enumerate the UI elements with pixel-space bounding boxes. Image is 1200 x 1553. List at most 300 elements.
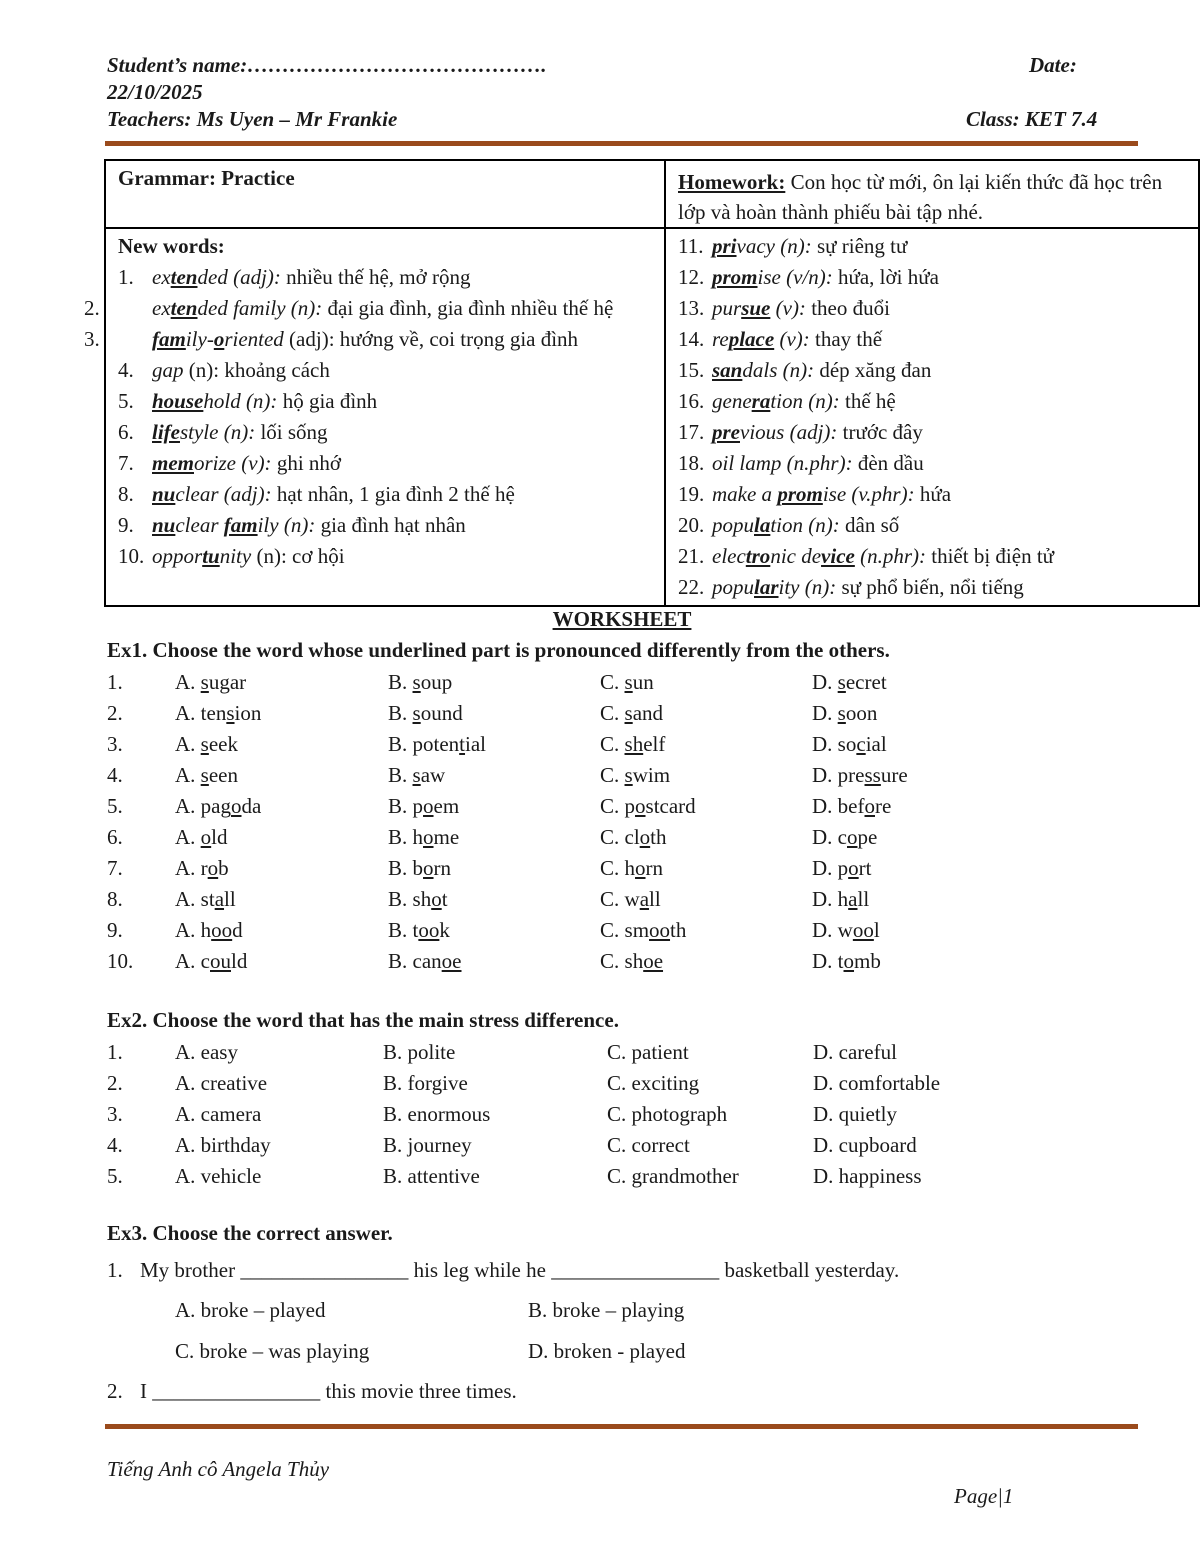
vocab-number: 21.	[678, 544, 705, 568]
ex1-option-d[interactable]	[812, 763, 908, 788]
ex2-number: 1.	[107, 1040, 123, 1064]
page-number: Page|1	[954, 1484, 1014, 1508]
ex2-option-a[interactable]: A. vehicle	[175, 1164, 262, 1188]
vocab-number: 14.	[678, 327, 705, 351]
ex2-option-d[interactable]: D. careful	[813, 1040, 897, 1064]
ex1-option-b[interactable]	[388, 732, 486, 757]
ex1-option-b[interactable]	[388, 701, 463, 726]
homework-text: Con học từ mới, ôn lại kiến thức đã học trên lớp và hoàn thành phiếu bài tập nhé.	[678, 170, 1163, 224]
vocab-meaning: đèn dầu	[852, 451, 924, 475]
option-letter: B.	[388, 825, 413, 849]
option-word-part: t	[412, 918, 419, 942]
vocab-term-part: ily (n):	[257, 513, 316, 537]
ex2-option-c[interactable]: C. exciting	[607, 1071, 700, 1095]
ex1-option-c[interactable]	[600, 918, 686, 943]
option-underlined-part: s	[200, 670, 209, 694]
ex2-number: 5.	[107, 1164, 123, 1188]
option-word-part: l	[873, 918, 880, 942]
vocab-stress: pri	[712, 234, 737, 258]
option-word-part: d	[232, 918, 243, 942]
option-word-part: bef	[837, 794, 865, 818]
option-word-part: pag	[200, 794, 231, 818]
vocab-term-part: ity (n):	[778, 575, 837, 599]
vocab-stress: ten	[170, 265, 198, 289]
vocab-number: 7.	[118, 451, 134, 475]
option-word-part: h	[624, 856, 636, 880]
vocab-term	[712, 389, 840, 413]
vocab-stress: pre	[712, 420, 740, 444]
ex3-q1-number: 1.	[107, 1258, 123, 1282]
ex1-option-a[interactable]	[175, 670, 246, 695]
vocab-term	[712, 451, 853, 475]
option-word-part: b	[412, 856, 424, 880]
ex1-option-d[interactable]	[812, 794, 891, 819]
ex2-option-a[interactable]: A. camera	[175, 1102, 262, 1126]
vocab-term	[712, 296, 806, 320]
vocab-right-item	[678, 510, 1186, 541]
option-underlined-part: oo	[852, 918, 874, 942]
vocab-number: 13.	[678, 296, 705, 320]
option-underlined-part: s	[412, 701, 421, 725]
header-rule	[105, 141, 1138, 146]
vocab-number: 19.	[678, 482, 705, 506]
vocab-term-part: tion (n):	[770, 513, 840, 537]
vocab-meaning: đại gia đình, gia đình nhiều thế hệ	[322, 296, 614, 320]
option-word-part: eek	[208, 732, 239, 756]
worksheet-title: WORKSHEET	[552, 607, 692, 631]
vocab-term	[712, 358, 814, 382]
option-letter: C.	[600, 887, 625, 911]
option-underlined-part: s	[200, 763, 209, 787]
option-underlined-part: ou	[210, 949, 231, 973]
ex2-option-d[interactable]: D. happiness	[813, 1164, 922, 1188]
vocab-left-item	[118, 355, 652, 386]
option-word-part: rt	[858, 856, 872, 880]
vocab-term	[712, 234, 812, 258]
vocab-term	[712, 544, 926, 568]
option-word-part: ll	[857, 887, 870, 911]
option-underlined-part: c	[856, 732, 866, 756]
vocab-right-item	[678, 355, 1186, 386]
vocab-term-part: ded family (n):	[197, 296, 323, 320]
option-word-part: k	[439, 918, 450, 942]
ex1-option-c[interactable]	[600, 670, 654, 695]
option-underlined-part: o	[200, 825, 212, 849]
ex1-option-c[interactable]	[600, 763, 670, 788]
option-underlined-part: a	[214, 887, 225, 911]
vocab-stress: san	[712, 358, 743, 382]
ex1-number: 2.	[107, 701, 123, 725]
option-letter: B.	[388, 670, 413, 694]
option-word-part: h	[200, 918, 212, 942]
ex2-number: 4.	[107, 1133, 123, 1157]
option-word-part: oup	[420, 670, 453, 694]
vocab-term-part: popu	[712, 575, 754, 599]
option-word-part: ll	[649, 887, 661, 911]
vocab-left-item	[118, 417, 652, 448]
vocab-left-item	[118, 386, 652, 417]
option-word-part: stcard	[645, 794, 696, 818]
option-word-part: p	[412, 794, 424, 818]
option-letter: C.	[600, 825, 625, 849]
vocab-number: 5.	[118, 389, 134, 413]
vocab-stress: sue	[741, 296, 771, 320]
option-word-part: t	[441, 887, 448, 911]
option-word-part: w	[837, 918, 853, 942]
vocab-term	[152, 482, 272, 506]
vocab-term	[152, 358, 184, 382]
vocab-stress: fam	[223, 513, 258, 537]
vocab-term-part: tion (n):	[770, 389, 840, 413]
footer-author: Tiếng Anh cô Angela Thủy	[107, 1457, 330, 1481]
option-underlined-part: o	[423, 825, 434, 849]
vocab-term-part: gene	[712, 389, 752, 413]
vocab-meaning: (n): khoảng cách	[183, 358, 330, 382]
ex2-option-a[interactable]: A. easy	[175, 1040, 238, 1064]
vocab-term-part: clear (adj):	[175, 482, 272, 506]
option-word-part: ound	[420, 701, 463, 725]
ex3-q1-text: My brother ________________ his leg while he ________________ basketball yesterday.	[140, 1258, 900, 1282]
ex2-option-c[interactable]: C. patient	[607, 1040, 689, 1064]
vocab-right-item	[678, 262, 1186, 293]
option-underlined-part: s	[226, 701, 235, 725]
vocab-right-cell	[665, 228, 1199, 606]
vocab-term-part: ded (adj):	[197, 265, 281, 289]
homework-label: Homework:	[678, 170, 786, 194]
option-underlined-part: o	[635, 794, 646, 818]
vocab-term	[152, 296, 322, 320]
option-word-part: wim	[632, 763, 671, 787]
option-underlined-part: s	[412, 670, 421, 694]
option-letter: A.	[175, 949, 201, 973]
option-underlined-part: oe	[643, 949, 664, 973]
ex1-option-b[interactable]	[388, 918, 450, 943]
vocab-right-item	[678, 231, 1186, 262]
vocab-stress: lar	[754, 575, 779, 599]
ex1-option-d[interactable]	[812, 732, 887, 757]
option-word-part: p	[624, 794, 636, 818]
vocab-meaning: ghi nhớ	[271, 451, 342, 475]
vocab-number: 17.	[678, 420, 705, 444]
option-underlined-part: o	[635, 856, 646, 880]
ex3-q2-number: 2.	[107, 1379, 123, 1403]
vocab-stress: nu	[152, 513, 176, 537]
option-underlined-part: ss	[864, 763, 881, 787]
ex1-number: 9.	[107, 918, 123, 942]
option-word-part: da	[241, 794, 262, 818]
vocab-term-part: vious (adj):	[740, 420, 838, 444]
ex3-q2-text: I ________________ this movie three times.	[140, 1379, 517, 1403]
vocab-left-item	[118, 262, 652, 293]
ex1-option-c[interactable]	[600, 794, 696, 819]
option-word-part: ugar	[208, 670, 247, 694]
vocab-number: 6.	[118, 420, 134, 444]
option-letter: A.	[175, 825, 201, 849]
option-letter: D.	[812, 887, 838, 911]
vocab-term	[152, 327, 284, 351]
option-underlined-part: o	[431, 887, 442, 911]
option-letter: A.	[175, 794, 201, 818]
option-letter: A.	[175, 732, 201, 756]
vocab-term-part: dals (n):	[742, 358, 815, 382]
ex1-option-c[interactable]	[600, 701, 663, 726]
vocab-term	[152, 451, 272, 475]
option-word-part: ial	[465, 732, 487, 756]
vocab-term-part: pur	[712, 296, 742, 320]
option-letter: C.	[600, 856, 625, 880]
ex1-number: 7.	[107, 856, 123, 880]
vocab-left-cell	[84, 228, 665, 606]
option-letter: A.	[175, 701, 201, 725]
vocab-right-item	[678, 324, 1186, 355]
option-underlined-part: oe	[441, 949, 462, 973]
ex2-option-b[interactable]: B. polite	[383, 1040, 456, 1064]
vocab-left-item	[84, 293, 652, 324]
ex2-title: Ex2. Choose the word that has the main stress difference.	[107, 1008, 619, 1032]
vocab-stress: ra	[751, 389, 771, 413]
vocab-stress: la	[754, 513, 771, 537]
vocab-stress: prom	[712, 265, 758, 289]
option-word-part: rn	[433, 856, 452, 880]
option-underlined-part: s	[624, 701, 633, 725]
ex2-option-b[interactable]: B. attentive	[383, 1164, 480, 1188]
vocab-term-part: nity	[219, 544, 252, 568]
vocab-number: 12.	[678, 265, 705, 289]
vocab-number: 16.	[678, 389, 705, 413]
vocab-number: 11.	[678, 234, 704, 258]
option-letter: D.	[812, 732, 838, 756]
vocab-term-part: ily-	[185, 327, 214, 351]
ex2-option-d[interactable]: D. comfortable	[813, 1071, 941, 1095]
vocab-meaning: trước đây	[837, 420, 923, 444]
option-word-part: een	[208, 763, 239, 787]
ex3-q1-option-b[interactable]: B. broke – playing	[528, 1298, 685, 1322]
option-word-part: r	[200, 856, 208, 880]
option-underlined-part: o	[423, 856, 434, 880]
ex2-option-a[interactable]: A. creative	[175, 1071, 268, 1095]
vocab-number: 22.	[678, 575, 705, 599]
ex1-option-b[interactable]	[388, 949, 462, 974]
ex1-option-a[interactable]	[175, 825, 228, 850]
vocab-term	[152, 544, 251, 568]
vocab-term-part: oil lamp (n.phr):	[712, 451, 853, 475]
vocab-term-part: make a	[712, 482, 778, 506]
option-underlined-part: o	[847, 825, 858, 849]
ex1-option-c[interactable]	[600, 949, 663, 974]
ex1-option-a[interactable]	[175, 763, 238, 788]
option-underlined-part: oo	[211, 918, 233, 942]
grammar-label: Grammar	[118, 166, 209, 190]
ex1-option-b[interactable]	[388, 794, 459, 819]
vocab-meaning: nhiều thế hệ, mở rộng	[280, 265, 471, 289]
ex1-option-d[interactable]	[812, 887, 869, 912]
option-letter: A.	[175, 887, 201, 911]
option-underlined-part: a	[639, 887, 650, 911]
vocab-right-item	[678, 386, 1186, 417]
option-underlined-part: o	[423, 794, 434, 818]
option-word-part: w	[624, 887, 640, 911]
ex1-option-b[interactable]	[388, 856, 451, 881]
option-word-part: and	[632, 701, 664, 725]
ex1-option-b[interactable]	[388, 763, 445, 788]
ex1-option-a[interactable]	[175, 856, 229, 881]
ex2-option-c[interactable]: C. photograph	[607, 1102, 728, 1126]
vocab-term-part: hold (n):	[203, 389, 278, 413]
ex3-q1-option-c[interactable]: C. broke – was playing	[175, 1339, 370, 1363]
ex1-option-d[interactable]	[812, 825, 877, 850]
option-letter: B.	[388, 701, 413, 725]
option-underlined-part: o	[639, 825, 651, 849]
option-word-part: ial	[865, 732, 887, 756]
option-letter: D.	[812, 763, 838, 787]
option-underlined-part: s	[837, 701, 846, 725]
vocab-left-item	[118, 448, 652, 479]
vocab-number: 9.	[118, 513, 134, 537]
vocab-term	[712, 420, 837, 444]
option-letter: C.	[600, 670, 625, 694]
ex1-option-b[interactable]	[388, 670, 452, 695]
vocab-term	[152, 389, 277, 413]
option-underlined-part: oo	[649, 918, 671, 942]
vocab-stress: ten	[170, 296, 198, 320]
vocab-term-part: ise (v.phr):	[822, 482, 915, 506]
ex2-option-a[interactable]: A. birthday	[175, 1133, 271, 1157]
ex1-number: 1.	[107, 670, 123, 694]
vocab-term-part: re	[712, 327, 729, 351]
footer-rule	[105, 1424, 1138, 1429]
vocab-meaning: sự riêng tư	[811, 234, 908, 258]
ex1-option-b[interactable]	[388, 825, 459, 850]
option-underlined-part: o	[864, 794, 875, 818]
ex1-option-a[interactable]	[175, 887, 236, 912]
ex1-option-d[interactable]	[812, 918, 880, 943]
vocab-stress: nu	[152, 482, 176, 506]
ex1-number: 4.	[107, 763, 123, 787]
option-word-part: elf	[643, 732, 666, 756]
option-word-part: aw	[420, 763, 446, 787]
vocab-term	[152, 513, 315, 537]
option-underlined-part: oo	[418, 918, 440, 942]
ex1-number: 8.	[107, 887, 123, 911]
ex1-option-d[interactable]	[812, 670, 887, 695]
vocab-stress: fam	[152, 327, 186, 351]
option-letter: D.	[812, 825, 838, 849]
option-word-part: th	[650, 825, 667, 849]
ex2-option-d[interactable]: D. cupboard	[813, 1133, 917, 1157]
option-letter: D.	[812, 918, 838, 942]
vocab-meaning: thế hệ	[839, 389, 896, 413]
ex1-option-a[interactable]	[175, 794, 261, 819]
ex2-option-d[interactable]: D. quietly	[813, 1102, 897, 1126]
ex1-option-a[interactable]	[175, 701, 261, 726]
option-word-part: st	[200, 887, 215, 911]
vocab-left-item	[118, 510, 652, 541]
ex1-option-d[interactable]	[812, 949, 881, 974]
ex1-title: Ex1. Choose the word whose underlined part is pronounced differently from the others.	[107, 638, 890, 662]
ex2-option-b[interactable]: B. forgive	[383, 1071, 468, 1095]
ex1-option-b[interactable]	[388, 887, 448, 912]
ex1-option-a[interactable]	[175, 949, 247, 974]
vocab-number: 1.	[118, 265, 134, 289]
option-letter: D.	[812, 856, 838, 880]
ex1-option-d[interactable]	[812, 856, 872, 881]
option-word-part: re	[875, 794, 892, 818]
vocab-left-item	[118, 541, 652, 572]
ex1-option-c[interactable]	[600, 887, 661, 912]
ex1-option-a[interactable]	[175, 732, 238, 757]
class-label: Class: KET 7.4	[966, 107, 1098, 131]
grammar-cell	[105, 160, 665, 228]
vocab-term-part: vacy (n):	[736, 234, 812, 258]
option-letter: C.	[600, 918, 625, 942]
teachers: Teachers: Ms Uyen – Mr Frankie	[107, 107, 398, 131]
vocab-term-part: nic de	[770, 544, 822, 568]
option-word-part: pe	[857, 825, 878, 849]
ex2-option-c[interactable]: C. grandmother	[607, 1164, 739, 1188]
vocab-right-item	[678, 479, 1186, 510]
option-letter: D.	[812, 949, 838, 973]
option-letter: A.	[175, 763, 201, 787]
option-underlined-part: t	[459, 732, 466, 756]
vocab-term-part: ex	[152, 296, 171, 320]
vocab-right-item	[678, 293, 1186, 324]
ex1-option-d[interactable]	[812, 701, 877, 726]
vocab-term-part: orize (v):	[194, 451, 272, 475]
option-word-part: c	[200, 949, 210, 973]
ex2-option-b[interactable]: B. journey	[383, 1133, 472, 1157]
vocab-term-part: gap	[152, 358, 184, 382]
option-word-part: ll	[224, 887, 236, 911]
date-label: Date:	[1029, 53, 1077, 77]
option-letter: C.	[600, 794, 625, 818]
option-word-part: t	[837, 949, 844, 973]
ex1-option-c[interactable]	[600, 825, 667, 850]
option-word-part: ure	[880, 763, 908, 787]
option-word-part: h	[837, 887, 849, 911]
ex1-option-a[interactable]	[175, 918, 243, 943]
ex1-option-c[interactable]	[600, 856, 663, 881]
vocab-meaning: (adj): hướng về, coi trọng gia đình	[283, 327, 579, 351]
vocab-term-part: (n.phr):	[854, 544, 926, 568]
option-word-part: sh	[624, 949, 644, 973]
ex3-q1-option-a[interactable]: A. broke – played	[175, 1298, 326, 1322]
ex2-number: 2.	[107, 1071, 123, 1095]
vocab-term	[712, 482, 915, 506]
vocab-term-part: elec	[712, 544, 746, 568]
vocab-stress: tro	[745, 544, 771, 568]
ex3-q1-option-d[interactable]: D. broken - played	[528, 1339, 686, 1363]
vocab-number: 3.	[84, 327, 100, 351]
ex2-option-c[interactable]: C. correct	[607, 1133, 690, 1157]
option-letter: A.	[175, 670, 201, 694]
ex3-title: Ex3. Choose the correct answer.	[107, 1221, 393, 1245]
ex2-option-b[interactable]: B. enormous	[383, 1102, 491, 1126]
vocab-term	[712, 513, 840, 537]
ex2-number: 3.	[107, 1102, 123, 1126]
option-letter: B.	[388, 949, 413, 973]
ex1-number: 6.	[107, 825, 123, 849]
option-word-part: me	[433, 825, 460, 849]
vocab-term	[152, 420, 255, 444]
ex1-option-c[interactable]	[600, 732, 665, 757]
option-underlined-part: s	[200, 732, 209, 756]
option-underlined-part: s	[624, 670, 633, 694]
option-word-part: h	[412, 825, 424, 849]
vocab-number: 10.	[118, 544, 145, 568]
option-word-part: un	[632, 670, 654, 694]
option-word-part: b	[218, 856, 229, 880]
vocab-term-part: style (n):	[179, 420, 256, 444]
